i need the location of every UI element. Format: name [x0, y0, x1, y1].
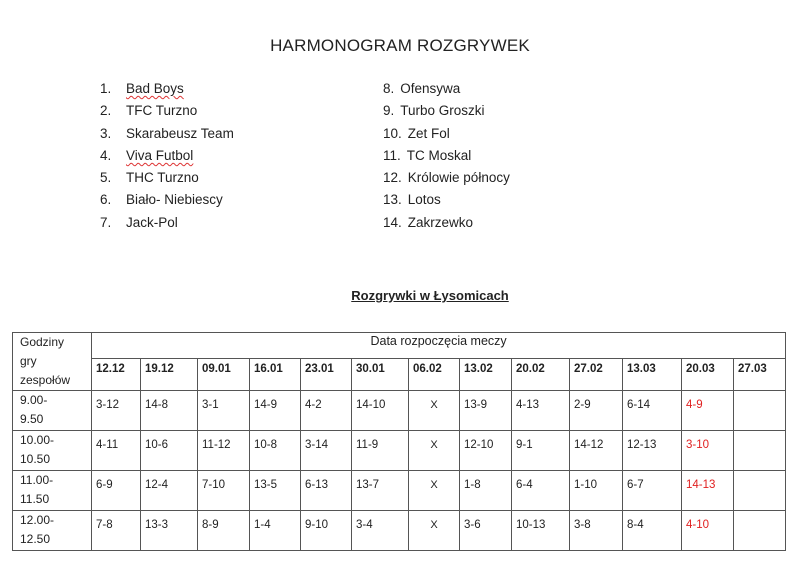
team-number: 10. [383, 125, 402, 141]
match-cell: 3-1 [198, 391, 250, 431]
match-cell: 4-11 [92, 431, 141, 471]
team-name: Jack-Pol [126, 214, 178, 230]
team-item [100, 145, 383, 167]
schedule-row [13, 511, 786, 551]
match-cell [734, 511, 786, 551]
team-number: 7. [100, 214, 112, 230]
schedule-header-row [13, 333, 786, 359]
hours-header-cell [13, 333, 92, 391]
date-cell: 09.01 [198, 359, 250, 391]
team-item [100, 78, 383, 100]
team-item [100, 189, 383, 211]
team-number: 3. [100, 125, 112, 141]
match-cell: 4-2 [301, 391, 352, 431]
match-cell: 10-6 [141, 431, 198, 471]
team-name: Zet Fol [407, 125, 450, 141]
team-list-left [100, 78, 383, 234]
team-name: TFC Turzno [126, 103, 198, 119]
team-number: 2. [100, 103, 112, 119]
team-name: Bad Boys [126, 81, 184, 96]
team-item [383, 167, 510, 189]
schedule-table [12, 332, 786, 551]
date-cell: 30.01 [352, 359, 409, 391]
hours-line: 11.50 [20, 492, 50, 506]
schedule-row [13, 431, 786, 471]
team-number: 13. [383, 192, 402, 208]
match-cell: 14-9 [250, 391, 301, 431]
team-number: 9. [383, 103, 395, 119]
team-item [383, 145, 510, 167]
match-cell: 12-4 [141, 471, 198, 511]
hours-line: 9.00- [20, 393, 48, 407]
match-cell: 13-9 [460, 391, 512, 431]
match-cell: 6-7 [623, 471, 682, 511]
date-cell: 16.01 [250, 359, 301, 391]
match-cell: X [409, 511, 460, 551]
match-cell: 4-9 [682, 391, 734, 431]
team-item [383, 212, 510, 234]
team-item [383, 78, 510, 100]
match-cell: 7-10 [198, 471, 250, 511]
match-cell: 11-9 [352, 431, 409, 471]
team-name: Królowie północy [407, 170, 510, 186]
team-name: Skarabeusz Team [126, 125, 234, 141]
team-name: Biało- Niebiescy [126, 192, 223, 208]
match-cell: 13-3 [141, 511, 198, 551]
match-cell: 14-13 [682, 471, 734, 511]
team-item [100, 212, 383, 234]
date-cell: 19.12 [141, 359, 198, 391]
match-cell: 10-13 [512, 511, 570, 551]
match-cell: 3-6 [460, 511, 512, 551]
match-cell: 3-14 [301, 431, 352, 471]
date-cell: 20.03 [682, 359, 734, 391]
date-cell: 23.01 [301, 359, 352, 391]
match-cell: 8-9 [198, 511, 250, 551]
match-cell: 1-8 [460, 471, 512, 511]
hours-cell [13, 431, 92, 471]
match-cell: 4-13 [512, 391, 570, 431]
team-name: TC Moskal [406, 147, 472, 163]
match-cell: 3-4 [352, 511, 409, 551]
match-cell: 14-12 [570, 431, 623, 471]
team-name: Viva Futbol [126, 147, 194, 163]
date-header-cell: Data rozpoczęcia meczy [92, 333, 786, 359]
match-cell [734, 391, 786, 431]
schedule-body [13, 333, 786, 551]
match-cell: 12-10 [460, 431, 512, 471]
hours-cell [13, 391, 92, 431]
hours-header-line: Godziny [20, 335, 65, 349]
team-item [383, 123, 510, 145]
match-cell: 13-7 [352, 471, 409, 511]
hours-cell [13, 471, 92, 511]
team-number: 11. [383, 147, 401, 163]
match-cell: 14-8 [141, 391, 198, 431]
match-cell: 13-5 [250, 471, 301, 511]
hours-cell [13, 511, 92, 551]
match-cell [734, 471, 786, 511]
date-cell: 06.02 [409, 359, 460, 391]
match-cell: 9-1 [512, 431, 570, 471]
team-item [100, 123, 383, 145]
hours-line: 9.50 [20, 412, 44, 426]
match-cell: 6-9 [92, 471, 141, 511]
match-cell: 11-12 [198, 431, 250, 471]
dates-row [13, 359, 786, 391]
hours-line: 12.50 [20, 532, 51, 546]
date-cell: 20.02 [512, 359, 570, 391]
date-cell: 27.03 [734, 359, 786, 391]
date-cell: 27.02 [570, 359, 623, 391]
schedule-row [13, 471, 786, 511]
team-number: 12. [383, 170, 402, 186]
team-name: Lotos [407, 192, 441, 208]
team-name: Zakrzewko [407, 214, 474, 230]
match-cell: X [409, 431, 460, 471]
match-cell: 3-10 [682, 431, 734, 471]
match-cell: 8-4 [623, 511, 682, 551]
team-name: Turbo Groszki [400, 103, 485, 119]
team-number: 5. [100, 170, 112, 186]
team-number: 8. [383, 81, 395, 96]
match-cell [734, 431, 786, 471]
match-cell: 14-10 [352, 391, 409, 431]
team-item [100, 100, 383, 122]
match-cell: 9-10 [301, 511, 352, 551]
team-name: Ofensywa [400, 81, 461, 96]
team-number: 1. [100, 81, 112, 96]
team-list-right [383, 78, 510, 234]
match-cell: 6-14 [623, 391, 682, 431]
match-cell: 3-8 [570, 511, 623, 551]
match-cell: 4-10 [682, 511, 734, 551]
match-cell: 1-4 [250, 511, 301, 551]
team-list [100, 78, 700, 234]
hours-line: 12.00- [20, 513, 55, 527]
schedule-row [13, 391, 786, 431]
date-cell: 13.03 [623, 359, 682, 391]
team-item [383, 189, 510, 211]
team-number: 6. [100, 192, 112, 208]
match-cell: 1-10 [570, 471, 623, 511]
date-cell: 12.12 [92, 359, 141, 391]
match-cell: 10-8 [250, 431, 301, 471]
match-cell: 12-13 [623, 431, 682, 471]
hours-header-line: gry [20, 354, 37, 368]
match-cell: X [409, 391, 460, 431]
team-item [100, 167, 383, 189]
date-cell: 13.02 [460, 359, 512, 391]
match-cell: 6-4 [512, 471, 570, 511]
team-number: 4. [100, 147, 112, 163]
team-name: THC Turzno [126, 170, 199, 186]
match-cell: 3-12 [92, 391, 141, 431]
hours-line: 10.50 [20, 452, 51, 466]
team-number: 14. [383, 214, 402, 230]
hours-line: 10.00- [20, 433, 55, 447]
schedule-subtitle: Rozgrywki w Łysomicach [351, 288, 509, 303]
match-cell: 6-13 [301, 471, 352, 511]
hours-header-line: zespołów [20, 373, 71, 387]
match-cell: X [409, 471, 460, 511]
document-title: HARMONOGRAM ROZGRYWEK [270, 36, 530, 55]
match-cell: 7-8 [92, 511, 141, 551]
hours-line: 11.00- [20, 473, 54, 487]
team-item [383, 100, 510, 122]
match-cell: 2-9 [570, 391, 623, 431]
